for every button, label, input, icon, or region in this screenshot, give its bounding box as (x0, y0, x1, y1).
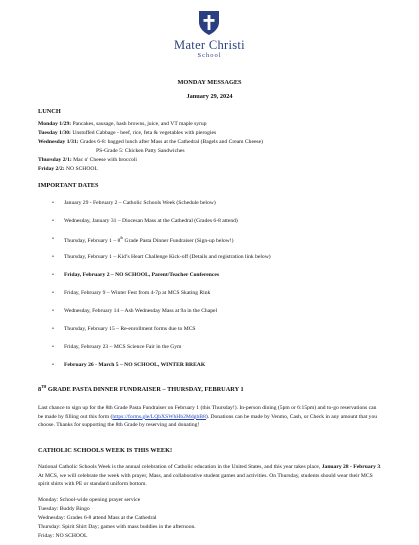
page-title: MONDAY MESSAGES (177, 79, 242, 86)
date-item: Thursday, February 15 – Re-enrollment forms due to MCS (64, 326, 196, 332)
bullet-icon: • (52, 200, 54, 206)
lunch-item: Wednesday 1/31: Grades 6-8: bagged lunch after Mass at the Cathedral (Bagels and Cream Cheese) (38, 139, 263, 145)
date-item: January 29 - February 2 – Catholic Schools Week (Schedule below) (64, 200, 216, 206)
pasta-form-link[interactable]: https://forms.gle/LQbXSWhHb2MdgbB8 (112, 413, 206, 420)
date-item: Friday, February 9 – Winter Fest from 4-7p at MCS Skating Rink (64, 290, 211, 296)
page-date: January 29, 2024 (186, 93, 233, 100)
csw-heading: CATHOLIC SCHOOLS WEEK IS THIS WEEK! (38, 447, 173, 454)
date-item: Wednesday, January 31 – Diocesan Mass at the Cathedral (Grades 6-8 attend) (64, 218, 238, 224)
lunch-item: Friday 2/2: NO SCHOOL (38, 166, 98, 172)
school-name: Mater Christi (174, 38, 245, 52)
csw-paragraph: National Catholic Schools Week is the annual celebration of Catholic education in the United States, and this year takes place, January 28 - February 3. At MCS, we will celebrate the week with prayer, Mass, and collaborative student games and activities. On Thursday, students should wear their MCS spirit shirts with PE or standard uniform bottom. (38, 464, 382, 488)
lunch-heading: LUNCH (38, 108, 61, 115)
bullet-icon: • (52, 326, 54, 332)
schedule-item: Wednesday: Grades 6-8 attend Mass at the Cathedral (38, 515, 157, 521)
bullet-icon: • (52, 254, 54, 260)
lunch-item: Thursday 2/1: Mac n' Cheese with broccoli (38, 157, 137, 163)
shield-cross-icon (198, 10, 220, 36)
date-item: Friday, February 23 – MCS Science Fair in the Gym (64, 344, 182, 350)
date-item: Wednesday, February 14 – Ash Wednesday Mass at 9a in the Chapel (64, 308, 218, 314)
schedule-item: Friday: NO SCHOOL (38, 533, 88, 539)
bullet-icon: • (52, 218, 54, 224)
lunch-item: Monday 1/29: Pancakes, sausage, hash browns, juice, and VT maple syrup (38, 121, 207, 127)
bullet-icon: • (52, 272, 54, 278)
bullet-icon: • (52, 362, 54, 368)
bullet-icon: • (52, 236, 54, 242)
schedule-item: Monday: School-wide opening prayer service (38, 497, 141, 503)
lunch-item: PS-Grade 5: Chicken Patty Sandwiches (96, 148, 185, 154)
bullet-icon: • (52, 308, 54, 314)
dates-heading: IMPORTANT DATES (38, 182, 99, 189)
lunch-item: Tuesday 1/30: Unstuffed Cabbage - beef, rice, feta & vegetables with pierogies (38, 130, 217, 136)
date-item: Friday, February 2 – NO SCHOOL, Parent/Teacher Conferences (64, 272, 220, 278)
bullet-icon: • (52, 290, 54, 296)
schedule-item: Tuesday: Buddy Bingo (38, 506, 90, 512)
date-item: Thursday, February 1 – 8th Grade Pasta Dinner Fundraiser (Sign-up below!) (64, 236, 234, 244)
schedule-item: Thursday: Spirit Shirt Day; games with mass buddies in the afternoon. (38, 524, 196, 530)
date-item: Thursday, February 1 – Kid’s Heart Challenge Kick-off (Details and registration link below) (64, 254, 271, 260)
pasta-paragraph: Last chance to sign up for the 8th Grade Pasta Fundraiser on February 1 (this Thursday!). In-person dining (5pm or 6:15pm) and to-go reservations can be made by filling out this form (https://forms.gle/LQbXSWhHb2MdgbB8). Donations can be made by Venmo, Cash, or Check in any amount that you choose. Thanks for supporting the 8th Grade by reserving and donating! (38, 405, 378, 429)
date-item: February 26 - March 5 – NO SCHOOL, WINTER BREAK (64, 362, 206, 368)
pasta-heading: 8TH GRADE PASTA DINNER FUNDRAISER – THURSDAY, FEBRUARY 1 (38, 385, 244, 394)
school-subtitle: School (197, 52, 222, 59)
bullet-icon: • (52, 344, 54, 350)
